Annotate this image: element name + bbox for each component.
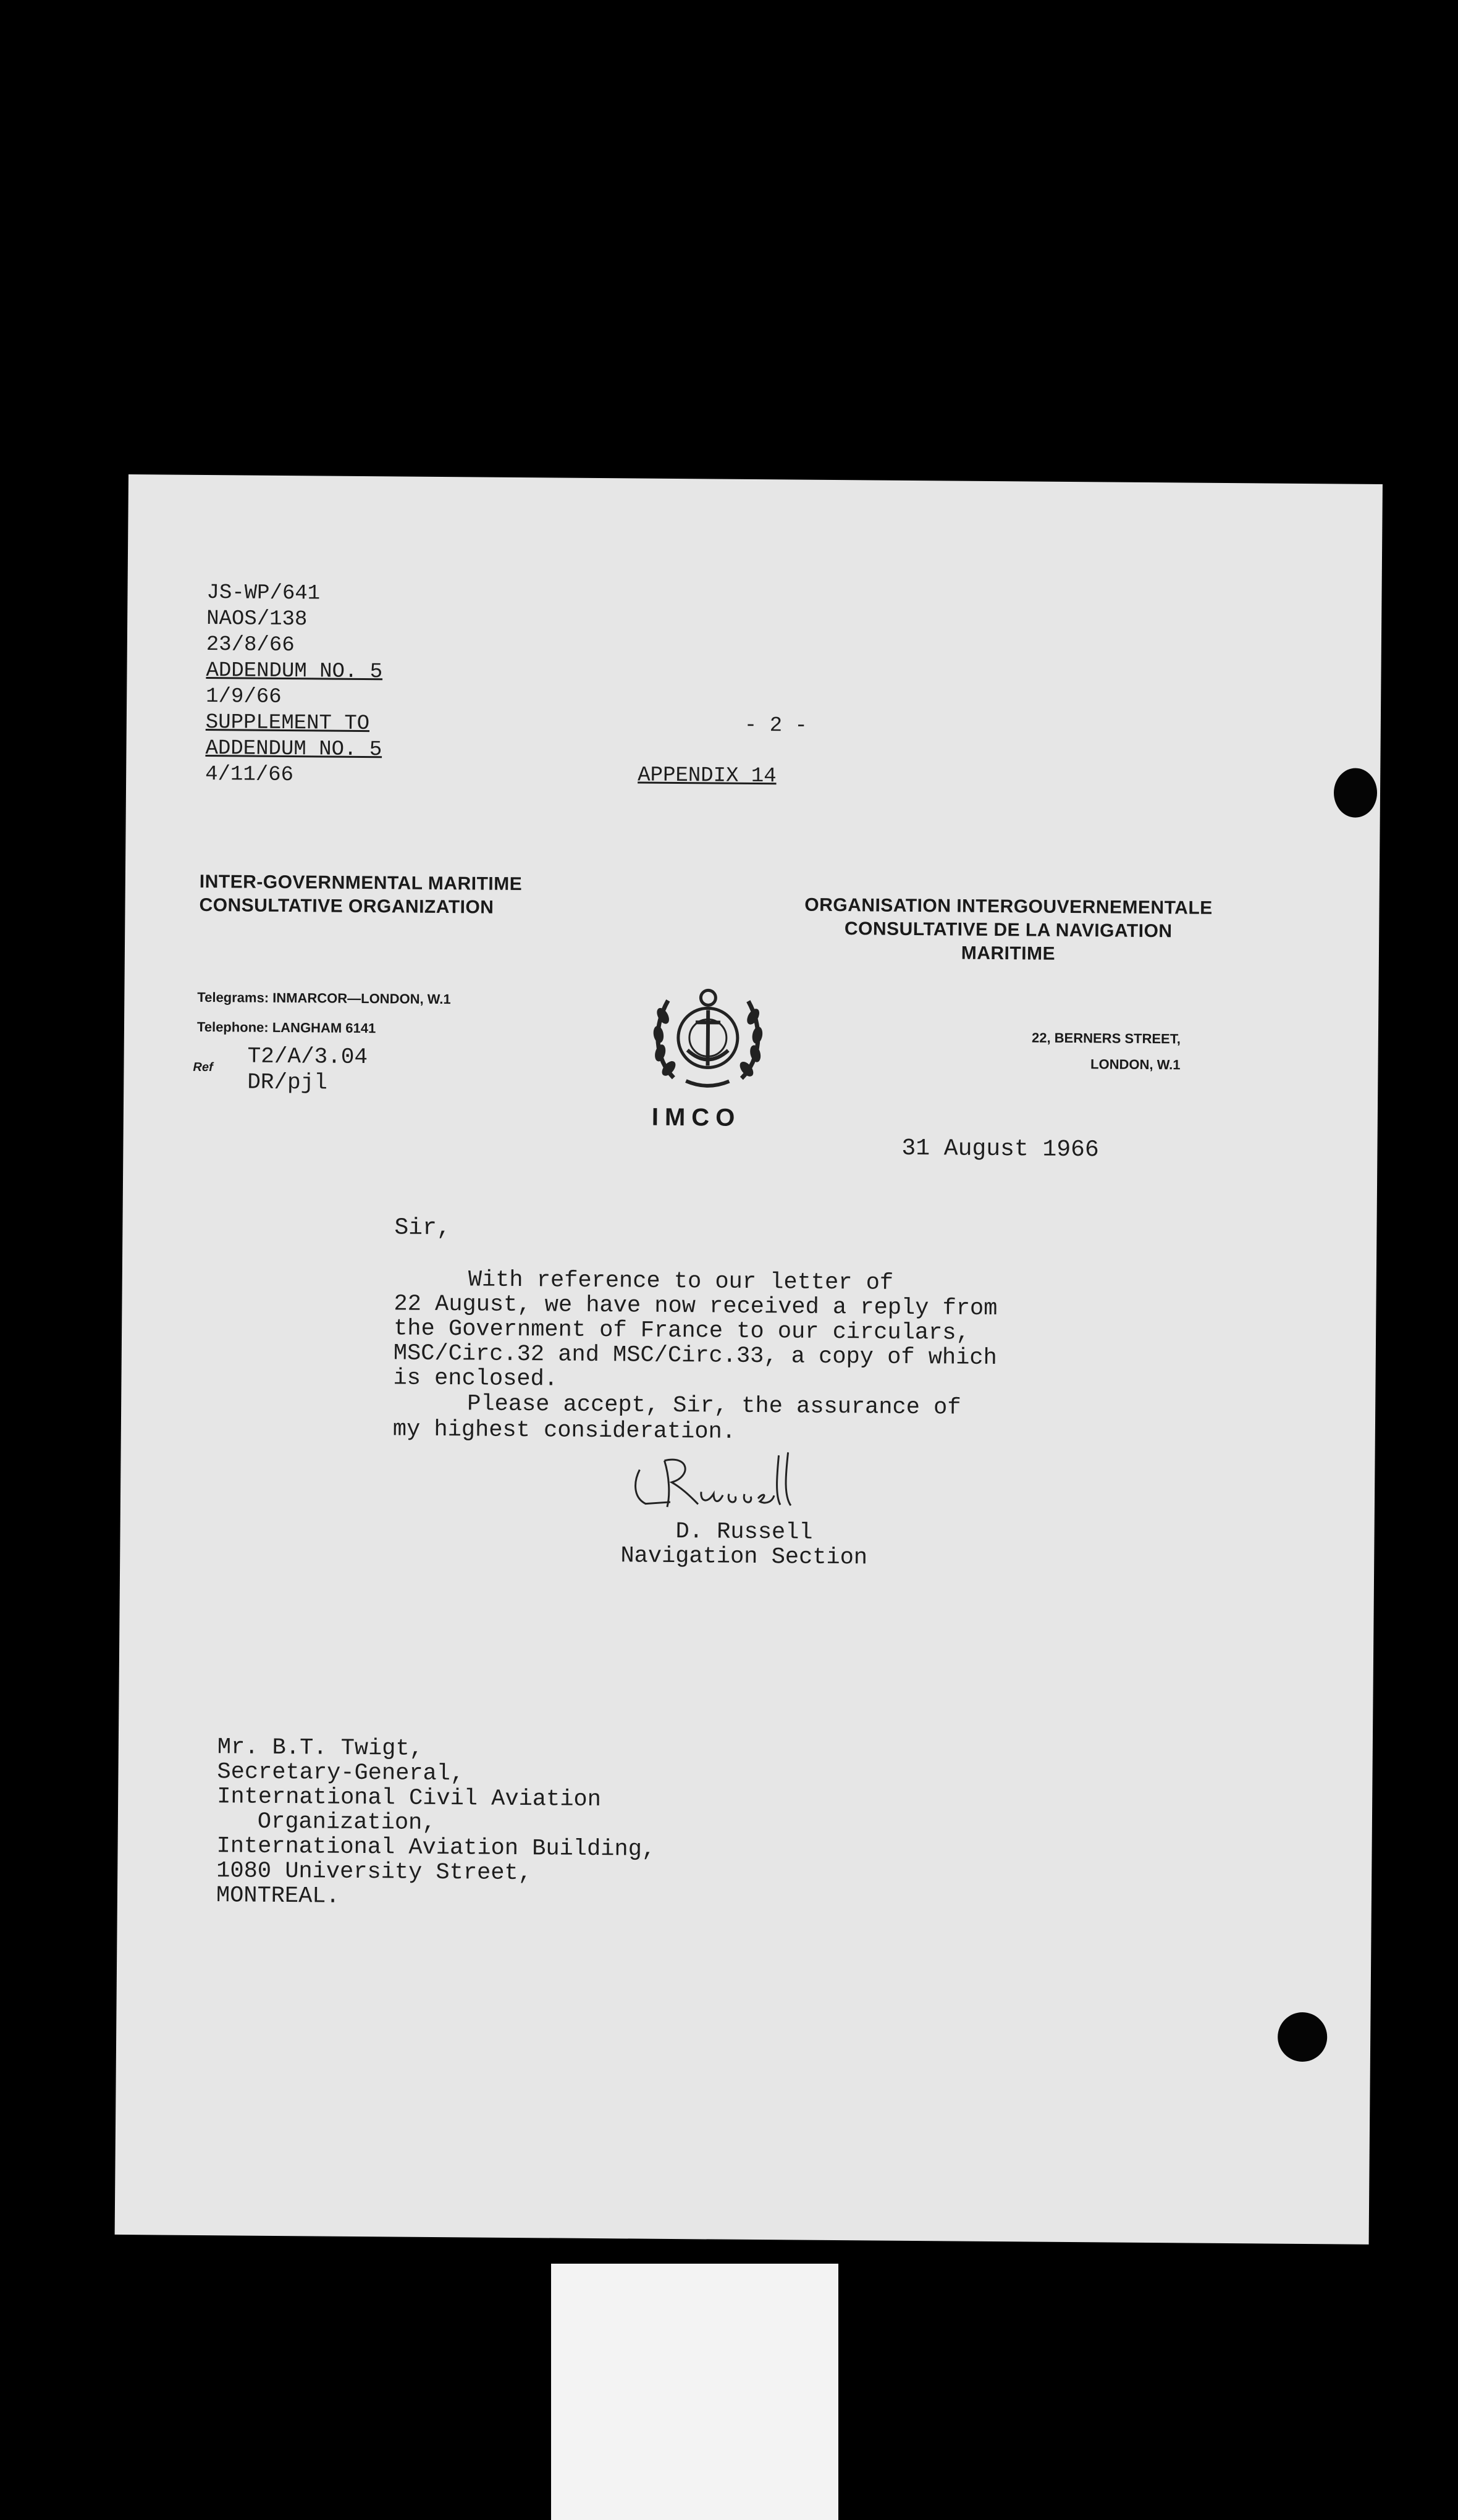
imco-emblem-icon: [649, 985, 767, 1091]
recipient-line: International Aviation Building,: [216, 1833, 656, 1863]
salutation: Sir,: [394, 1214, 451, 1242]
body-paragraph-2: [393, 1390, 1135, 1448]
imco-logo-text: IMCO: [651, 1103, 741, 1132]
recipient-line: 1080 University Street,: [216, 1858, 533, 1887]
ref-value-line: DR/pjl: [247, 1069, 328, 1096]
telephone-line: Telephone: LANGHAM 6141: [196, 1018, 376, 1036]
address-line: 22, BERNERS STREET,: [1031, 1030, 1181, 1047]
ref-value-line: T2/A/3.04: [247, 1043, 368, 1070]
ref-line: SUPPLEMENT TO: [205, 710, 370, 736]
scanner-target-card: [551, 2264, 838, 2520]
appendix-title: APPENDIX 14: [638, 763, 777, 789]
body-line: With reference to our letter of: [468, 1267, 894, 1296]
org-en-line: CONSULTATIVE ORGANIZATION: [199, 894, 494, 918]
body-paragraph-1: [393, 1267, 1136, 1396]
ref-line: NAOS/138: [206, 607, 308, 632]
ref-line: 4/11/66: [205, 762, 294, 788]
body-line: 22 August, we have now received a reply from: [394, 1291, 998, 1322]
ref-line: ADDENDUM NO. 5: [206, 658, 383, 684]
body-line: MSC/Circ.32 and MSC/Circ.33, a copy of which: [393, 1340, 997, 1372]
ref-line: 1/9/66: [206, 684, 282, 709]
recipient-line: Organization,: [257, 1808, 436, 1836]
recipient-line: Mr. B.T. Twigt,: [217, 1734, 424, 1762]
org-fr-line: MARITIME: [961, 943, 1056, 964]
org-name-english: [199, 870, 522, 920]
signer-section: Navigation Section: [620, 1543, 868, 1571]
body-line: my highest consideration.: [392, 1416, 736, 1445]
header-references: [205, 580, 383, 789]
telegrams-line: Telegrams: INMARCOR—LONDON, W.1: [197, 989, 451, 1007]
recipient-line: Secretary-General,: [217, 1759, 465, 1787]
handwritten-signature: [621, 1445, 807, 1514]
signer-block: [608, 1519, 880, 1570]
recipient-line: MONTREAL.: [216, 1883, 340, 1910]
ref-line: 23/8/66: [206, 632, 295, 658]
punch-hole: [1334, 768, 1378, 818]
org-en-line: INTER-GOVERNMENTAL MARITIME: [199, 871, 523, 895]
recipient-address: [216, 1735, 657, 1912]
body-line: Please accept, Sir, the assurance of: [467, 1391, 961, 1421]
street-address: [945, 1024, 1181, 1078]
org-fr-line: CONSULTATIVE DE LA NAVIGATION: [844, 918, 1173, 942]
contact-info: [197, 983, 451, 1044]
ref-label: Ref: [193, 1060, 213, 1075]
letter-page: [115, 474, 1383, 2245]
body-line: is enclosed.: [393, 1365, 558, 1393]
address-line: LONDON, W.1: [1090, 1056, 1181, 1073]
page-number: - 2 -: [744, 713, 808, 738]
org-name-french: [792, 893, 1225, 967]
org-fr-line: ORGANISATION INTERGOUVERNEMENTALE: [804, 894, 1213, 918]
recipient-line: International Civil Aviation: [217, 1784, 602, 1813]
punch-hole: [1278, 2012, 1328, 2062]
body-line: the Government of France to our circulars,: [393, 1316, 970, 1346]
letter-date: 31 August 1966: [901, 1135, 1099, 1164]
ref-line: JS-WP/641: [206, 581, 321, 606]
ref-values: [247, 1044, 368, 1097]
ref-line: ADDENDUM NO. 5: [205, 736, 382, 762]
signer-name: D. Russell: [675, 1519, 813, 1546]
